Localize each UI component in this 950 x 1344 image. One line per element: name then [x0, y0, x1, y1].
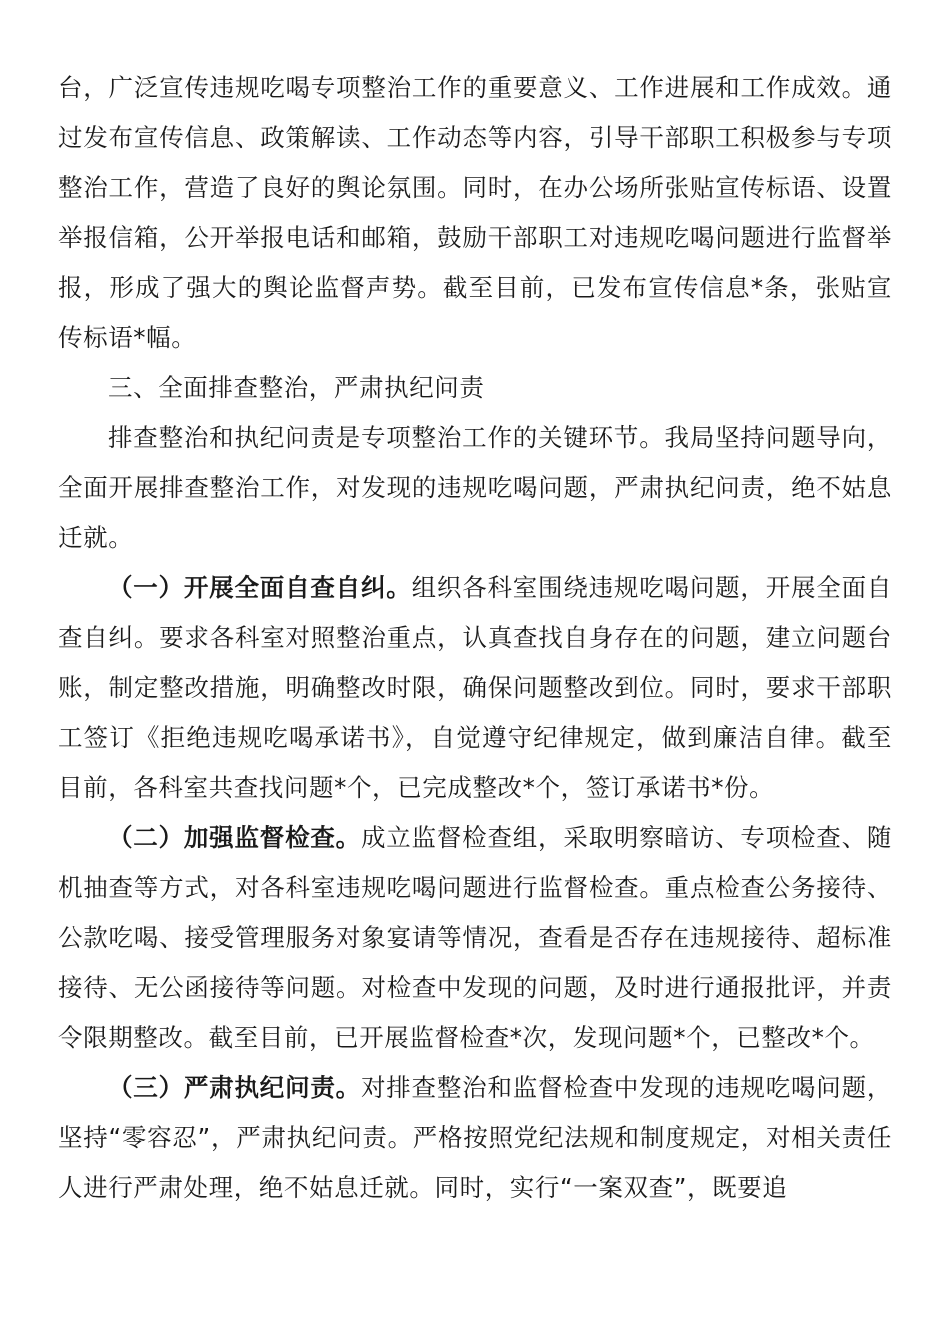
item-body-supervision: 成立监督检查组，采取明察暗访、专项检查、随机抽查等方式，对各科室违规吃喝问题进行监督检查。重点检查公务接待、公款吃喝、接受管理服务对象宴请等情况，查看是否存在违规接待、超标准接待、无公函接待等问题。对检查中发现的问题，及时进行通报批评，并责令限期整改。截至目前，已开展监督检查*次，发现问题*个，已整改*个。 [58, 823, 892, 1052]
paragraph-publicity: 台，广泛宣传违规吃喝专项整治工作的重要意义、工作进展和工作成效。通过发布宣传信息、政策解读、工作动态等内容，引导干部职工积极参与专项整治工作，营造了良好的舆论氛围。同时，在办公场所张贴宣传标语、设置举报信箱，公开举报电话和邮箱，鼓励干部职工对违规吃喝问题进行监督举报，形成了强大的舆论监督声势。截至目前，已发布宣传信息*条，张贴宣传标语*幅。 [58, 73, 892, 352]
paragraph-section-intro: 排查整治和执纪问责是专项整治工作的关键环节。我局坚持问题导向，全面开展排查整治工作，对发现的违规吃喝问题，严肃执纪问责，绝不姑息迁就。 [58, 423, 892, 552]
list-item-supervision [58, 813, 892, 1063]
item-title-accountability: （三）严肃执纪问责。 [108, 1073, 361, 1102]
list-item-accountability [58, 1063, 892, 1213]
item-body-accountability: 对排查整治和监督检查中发现的违规吃喝问题，坚持“零容忍”，严肃执纪问责。严格按照党纪法规和制度规定，对相关责任人进行严肃处理，绝不姑息迁就。同时，实行“一案双查”，既要追 [58, 1073, 892, 1202]
section-heading-3: 三、全面排查整治，严肃执纪问责 [108, 373, 485, 402]
list-item-self-inspection [58, 563, 892, 813]
document-body [58, 63, 892, 1213]
item-body-self-inspection: 组织各科室围绕违规吃喝问题，开展全面自查自纠。要求各科室对照整治重点，认真查找自身存在的问题，建立问题台账，制定整改措施，明确整改时限，确保问题整改到位。同时，要求干部职工签订《拒绝违规吃喝承诺书》，自觉遵守纪律规定，做到廉洁自律。截至目前，各科室共查找问题*个，已完成整改*个，签订承诺书*份。 [58, 573, 892, 802]
item-title-supervision: （二）加强监督检查。 [108, 823, 361, 852]
item-title-self-inspection: （一）开展全面自查自纠。 [108, 573, 412, 602]
